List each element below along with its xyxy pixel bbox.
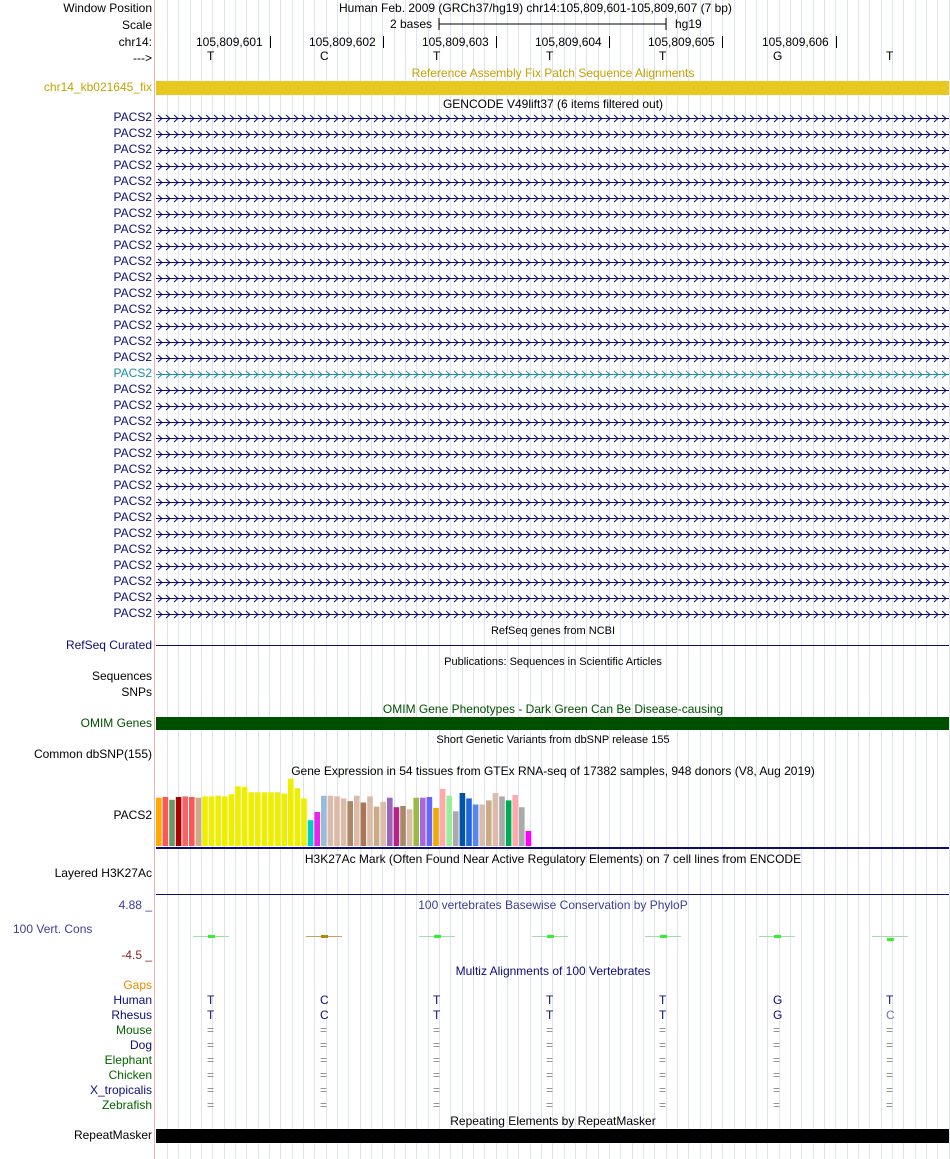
multiz-base: = — [433, 1098, 441, 1112]
gtex-bar[interactable] — [460, 793, 466, 846]
coordinate-tick-label: 105,809,606 — [762, 35, 829, 49]
multiz-base: = — [886, 1098, 894, 1112]
gtex-label[interactable]: PACS2 — [113, 808, 152, 822]
scale-label: Scale — [121, 18, 152, 32]
strand-label: ---> — [133, 51, 152, 65]
coordinate-tick-label: 105,809,603 — [422, 35, 489, 49]
gtex-bar[interactable] — [255, 792, 261, 846]
multiz-species-label[interactable]: Zebrafish — [101, 1098, 152, 1112]
gtex-bar[interactable] — [479, 805, 485, 847]
gencode-gene-feature[interactable] — [156, 578, 949, 587]
chrom-label: chr14: — [118, 35, 152, 49]
fix-patch-bar[interactable] — [156, 81, 949, 95]
label-separator-line — [154, 0, 155, 1159]
gtex-bar[interactable] — [334, 796, 340, 846]
gtex-bar[interactable] — [374, 807, 380, 846]
repeatmasker-title: Repeating Elements by RepeatMasker — [450, 1114, 656, 1128]
gencode-gene-feature[interactable] — [156, 242, 949, 251]
gencode-gene-feature[interactable] — [156, 418, 949, 427]
coordinate-tick-label: 105,809,604 — [535, 35, 602, 49]
gencode-gene-feature[interactable] — [156, 370, 949, 379]
multiz-base: T — [659, 1008, 667, 1022]
gtex-bar[interactable] — [308, 820, 314, 846]
gencode-gene-label[interactable]: PACS2 — [113, 494, 152, 508]
phylop-label[interactable]: 100 Vert. Cons — [13, 922, 93, 936]
gtex-bar[interactable] — [519, 807, 525, 846]
gencode-gene-label[interactable]: PACS2 — [113, 478, 152, 492]
gencode-gene-feature[interactable] — [156, 594, 949, 603]
gencode-gene-label[interactable]: PACS2 — [113, 110, 152, 124]
gencode-gene-label[interactable]: PACS2 — [113, 254, 152, 268]
gencode-gene-label[interactable]: PACS2 — [113, 286, 152, 300]
gencode-gene-feature[interactable] — [156, 434, 949, 443]
multiz-base: = — [433, 1083, 441, 1097]
multiz-base: = — [886, 1023, 894, 1037]
multiz-title: Multiz Alignments of 100 Vertebrates — [455, 964, 651, 978]
gtex-bar[interactable] — [328, 796, 334, 846]
phylop-score-mark[interactable] — [774, 935, 781, 938]
gencode-gene-label[interactable]: PACS2 — [113, 510, 152, 524]
repeatmasker-label[interactable]: RepeatMasker — [73, 1128, 152, 1142]
gtex-bar[interactable] — [407, 809, 413, 846]
gtex-bar[interactable] — [473, 805, 479, 847]
gtex-bar[interactable] — [163, 797, 169, 846]
multiz-base: = — [320, 1023, 328, 1037]
multiz-species-label[interactable]: Chicken — [108, 1068, 152, 1082]
multiz-base: T — [886, 993, 894, 1007]
multiz-base: = — [546, 1083, 554, 1097]
phylop-max-label: 4.88 _ — [118, 898, 152, 912]
gtex-bar[interactable] — [453, 811, 459, 846]
gencode-gene-label[interactable]: PACS2 — [113, 350, 152, 364]
multiz-base: = — [773, 1098, 781, 1112]
gtex-bar[interactable] — [209, 796, 215, 846]
multiz-species-label[interactable]: Dog — [129, 1038, 152, 1052]
gencode-gene-label[interactable]: PACS2 — [113, 590, 152, 604]
multiz-base: = — [659, 1068, 667, 1082]
gencode-gene-feature[interactable] — [156, 162, 949, 171]
gencode-gene-label[interactable]: PACS2 — [113, 414, 152, 428]
gtex-bar[interactable] — [446, 796, 452, 846]
gencode-gene-label[interactable]: PACS2 — [113, 382, 152, 396]
coordinate-tick — [383, 36, 384, 48]
gtex-bar[interactable] — [499, 796, 505, 846]
multiz-base: = — [773, 1038, 781, 1052]
gtex-chart[interactable] — [156, 778, 536, 848]
gencode-gene-feature[interactable] — [156, 322, 949, 331]
gencode-gene-feature[interactable] — [156, 146, 949, 155]
gencode-gene-label[interactable]: PACS2 — [113, 222, 152, 236]
phylop-score-mark[interactable] — [321, 935, 328, 938]
coordinate-tick-label: 105,809,605 — [648, 35, 715, 49]
multiz-base: = — [320, 1038, 328, 1052]
gencode-gene-feature[interactable] — [156, 546, 949, 555]
gtex-divider — [156, 847, 949, 849]
gencode-gene-label[interactable]: PACS2 — [113, 334, 152, 348]
base-letter: T — [886, 49, 894, 63]
gencode-gene-feature[interactable] — [156, 274, 949, 283]
gtex-bar[interactable] — [413, 798, 419, 846]
gtex-bar[interactable] — [380, 802, 386, 846]
multiz-base: T — [546, 993, 554, 1007]
gencode-gene-label[interactable]: PACS2 — [113, 126, 152, 140]
multiz-base: T — [433, 1008, 441, 1022]
base-letter: T — [659, 49, 667, 63]
coordinate-tick — [270, 36, 271, 48]
multiz-base: = — [546, 1098, 554, 1112]
gtex-bar[interactable] — [242, 787, 248, 846]
gtex-bar[interactable] — [394, 807, 400, 846]
phylop-score-mark[interactable] — [660, 935, 667, 938]
gtex-bar[interactable] — [215, 796, 221, 846]
multiz-base: = — [207, 1023, 215, 1037]
coordinate-tick — [836, 36, 837, 48]
gtex-bar[interactable] — [182, 796, 188, 846]
phylop-score-mark[interactable] — [434, 935, 441, 938]
gencode-gene-label[interactable]: PACS2 — [113, 462, 152, 476]
multiz-base: = — [320, 1053, 328, 1067]
base-letter: G — [773, 49, 783, 63]
multiz-base: C — [886, 1008, 895, 1022]
gtex-bar[interactable] — [387, 798, 393, 846]
gtex-bar[interactable] — [400, 806, 406, 846]
coordinate-tick — [722, 36, 723, 48]
gencode-gene-label[interactable]: PACS2 — [113, 542, 152, 556]
gencode-gene-label[interactable]: PACS2 — [113, 446, 152, 460]
gencode-gene-feature[interactable] — [156, 610, 949, 619]
gencode-gene-feature[interactable] — [156, 466, 949, 475]
gencode-gene-label[interactable]: PACS2 — [113, 158, 152, 172]
multiz-base: = — [546, 1068, 554, 1082]
phylop-score-mark[interactable] — [208, 935, 215, 938]
gtex-bar[interactable] — [314, 812, 320, 846]
gencode-gene-feature[interactable] — [156, 178, 949, 187]
multiz-base: = — [773, 1083, 781, 1097]
multiz-base: C — [320, 1008, 329, 1022]
multiz-base: T — [207, 993, 215, 1007]
base-letter: T — [433, 49, 441, 63]
gencode-gene-label[interactable]: PACS2 — [113, 366, 152, 380]
gtex-bar[interactable] — [156, 798, 162, 846]
gtex-bar[interactable] — [486, 800, 492, 846]
gtex-bar[interactable] — [347, 801, 353, 846]
gtex-bar[interactable] — [341, 798, 347, 846]
gencode-gene-feature[interactable] — [156, 562, 949, 571]
multiz-base: T — [207, 1008, 215, 1022]
gencode-gene-feature[interactable] — [156, 194, 949, 203]
gtex-bar[interactable] — [493, 793, 499, 846]
multiz-base: = — [433, 1038, 441, 1052]
gencode-gene-feature[interactable] — [156, 290, 949, 299]
multiz-base: = — [320, 1068, 328, 1082]
refseq-title: RefSeq genes from NCBI — [490, 625, 616, 637]
phylop-score-mark[interactable] — [887, 938, 894, 941]
multiz-base: C — [320, 993, 329, 1007]
gtex-bar[interactable] — [420, 798, 426, 846]
gencode-gene-label[interactable]: PACS2 — [113, 206, 152, 220]
multiz-base: = — [546, 1053, 554, 1067]
gencode-gene-feature[interactable] — [156, 402, 949, 411]
gtex-bar[interactable] — [506, 800, 512, 846]
fix-patch-title: Reference Assembly Fix Patch Sequence Alignments — [411, 66, 695, 80]
gtex-bar[interactable] — [268, 792, 274, 846]
omim-bar[interactable] — [156, 717, 949, 730]
multiz-base: = — [773, 1068, 781, 1082]
gencode-gene-feature[interactable] — [156, 114, 949, 123]
phylop-signal[interactable] — [156, 930, 949, 946]
multiz-base: = — [546, 1038, 554, 1052]
coordinate-tick-label: 105,809,602 — [309, 35, 376, 49]
dbsnp-title: Short Genetic Variants from dbSNP release 155 — [436, 734, 670, 746]
gtex-bar[interactable] — [196, 798, 202, 846]
gtex-bar[interactable] — [440, 789, 446, 846]
multiz-base: = — [433, 1023, 441, 1037]
multiz-base: = — [207, 1068, 215, 1082]
multiz-base: = — [659, 1023, 667, 1037]
multiz-base: T — [546, 1008, 554, 1022]
omim-title: OMIM Gene Phenotypes - Dark Green Can Be Disease-causing — [382, 702, 724, 716]
gencode-gene-feature[interactable] — [156, 338, 949, 347]
gencode-gene-feature[interactable] — [156, 130, 949, 139]
multiz-species-label[interactable]: Elephant — [104, 1053, 152, 1067]
gencode-title: GENCODE V49lift37 (6 items filtered out) — [442, 97, 664, 111]
base-letter: T — [546, 49, 554, 63]
omim-label[interactable]: OMIM Genes — [80, 716, 152, 730]
gtex-bar[interactable] — [222, 796, 228, 846]
scale-value: 2 bases — [390, 17, 433, 31]
gencode-gene-feature[interactable] — [156, 514, 949, 523]
gencode-gene-label[interactable]: PACS2 — [113, 270, 152, 284]
gencode-gene-label[interactable]: PACS2 — [113, 606, 152, 620]
gencode-gene-label[interactable]: PACS2 — [113, 238, 152, 252]
gtex-bar[interactable] — [176, 797, 182, 846]
gtex-bar[interactable] — [354, 796, 360, 846]
coordinate-tick — [496, 36, 497, 48]
base-letter: T — [207, 49, 215, 63]
multiz-base: T — [659, 993, 667, 1007]
multiz-base: = — [886, 1083, 894, 1097]
phylop-min-label: -4.5 _ — [121, 948, 152, 962]
gencode-gene-feature[interactable] — [156, 450, 949, 459]
dbsnp-label[interactable]: Common dbSNP(155) — [33, 747, 152, 761]
multiz-base: = — [320, 1098, 328, 1112]
gencode-gene-label[interactable]: PACS2 — [113, 398, 152, 412]
h3k27ac-title: H3K27Ac Mark (Often Found Near Active Regulatory Elements) on 7 cell lines from ENCODE — [304, 852, 802, 866]
gtex-bar[interactable] — [262, 792, 268, 846]
h3k27ac-label[interactable]: Layered H3K27Ac — [54, 866, 152, 880]
gencode-gene-label[interactable]: PACS2 — [113, 318, 152, 332]
multiz-base: = — [659, 1083, 667, 1097]
gtex-bar[interactable] — [275, 792, 281, 846]
multiz-base: G — [773, 993, 783, 1007]
multiz-base: = — [886, 1053, 894, 1067]
multiz-gaps-label[interactable]: Gaps — [123, 978, 152, 992]
base-letter: C — [320, 49, 329, 63]
gtex-bar[interactable] — [361, 803, 367, 847]
gtex-bar[interactable] — [248, 792, 254, 846]
gtex-bar[interactable] — [427, 797, 433, 846]
multiz-base: = — [207, 1083, 215, 1097]
gencode-gene-label[interactable]: PACS2 — [113, 574, 152, 588]
multiz-base: = — [886, 1068, 894, 1082]
multiz-base: = — [207, 1038, 215, 1052]
gencode-gene-label[interactable]: PACS2 — [113, 174, 152, 188]
refseq-label[interactable]: RefSeq Curated — [65, 638, 152, 652]
repeatmasker-bar[interactable] — [156, 1129, 949, 1143]
gencode-gene-feature[interactable] — [156, 210, 949, 219]
gencode-gene-feature[interactable] — [156, 498, 949, 507]
gtex-bar[interactable] — [169, 800, 175, 846]
multiz-species-label[interactable]: Human — [113, 993, 152, 1007]
scale-db: hg19 — [675, 17, 702, 31]
publications-sequences-label[interactable]: Sequences — [91, 669, 152, 683]
multiz-base: = — [207, 1053, 215, 1067]
multiz-base: = — [207, 1098, 215, 1112]
multiz-base: = — [433, 1068, 441, 1082]
multiz-base: = — [773, 1023, 781, 1037]
multiz-species-label[interactable]: X_tropicalis — [89, 1083, 152, 1097]
gencode-gene-label[interactable]: PACS2 — [113, 190, 152, 204]
phylop-score-mark[interactable] — [547, 935, 554, 938]
gencode-gene-feature[interactable] — [156, 258, 949, 267]
gtex-bar[interactable] — [321, 796, 327, 846]
gtex-bar[interactable] — [466, 798, 472, 846]
phylop-title: 100 vertebrates Basewise Conservation by PhyloP — [418, 898, 688, 912]
gencode-gene-label[interactable]: PACS2 — [113, 142, 152, 156]
multiz-base: = — [773, 1053, 781, 1067]
gtex-bar[interactable] — [189, 797, 195, 846]
multiz-species-label[interactable]: Mouse — [115, 1023, 152, 1037]
window-position-value: Human Feb. 2009 (GRCh37/hg19) chr14:105,809,601-105,809,607 (7 bp) — [339, 1, 732, 15]
gencode-gene-label[interactable]: PACS2 — [113, 430, 152, 444]
coordinate-tick — [609, 36, 610, 48]
multiz-base: G — [773, 1008, 783, 1022]
gtex-bar[interactable] — [202, 796, 208, 846]
gtex-bar[interactable] — [433, 808, 439, 846]
gtex-bar[interactable] — [295, 788, 301, 846]
gtex-bar[interactable] — [281, 794, 287, 846]
h3k27ac-divider — [156, 894, 949, 895]
gtex-bar[interactable] — [512, 795, 518, 846]
gencode-gene-label[interactable]: PACS2 — [113, 302, 152, 316]
gtex-bar[interactable] — [229, 794, 235, 846]
multiz-base: = — [320, 1083, 328, 1097]
coordinate-tick-label: 105,809,601 — [196, 35, 263, 49]
gtex-bar[interactable] — [526, 831, 532, 846]
gencode-gene-label[interactable]: PACS2 — [113, 558, 152, 572]
gtex-bar[interactable] — [288, 779, 294, 846]
gencode-gene-feature[interactable] — [156, 386, 949, 395]
gencode-gene-feature[interactable] — [156, 226, 949, 235]
gencode-gene-feature[interactable] — [156, 354, 949, 363]
gencode-gene-feature[interactable] — [156, 482, 949, 491]
multiz-base: = — [659, 1038, 667, 1052]
gtex-title: Gene Expression in 54 tissues from GTEx RNA-seq of 17382 samples, 948 donors (V8, Aug 2019) — [291, 764, 815, 778]
multiz-base: = — [546, 1023, 554, 1037]
gencode-gene-label[interactable]: PACS2 — [113, 526, 152, 540]
publications-title: Publications: Sequences in Scientific Articles — [444, 656, 662, 668]
fix-patch-label[interactable]: chr14_kb021645_fix — [43, 80, 152, 94]
multiz-base: = — [659, 1053, 667, 1067]
multiz-base: = — [433, 1053, 441, 1067]
multiz-species-label[interactable]: Rhesus — [111, 1008, 152, 1022]
gtex-bar[interactable] — [367, 796, 373, 846]
gencode-gene-feature[interactable] — [156, 306, 949, 315]
multiz-base: = — [886, 1038, 894, 1052]
scale-bar — [438, 17, 670, 31]
refseq-line[interactable] — [156, 645, 949, 646]
gtex-bar[interactable] — [235, 786, 241, 846]
window-position-label: Window Position — [63, 1, 152, 15]
multiz-base: = — [659, 1098, 667, 1112]
gencode-gene-feature[interactable] — [156, 530, 949, 539]
multiz-base: T — [433, 993, 441, 1007]
publications-snps-label[interactable]: SNPs — [121, 685, 152, 699]
gtex-bar[interactable] — [301, 798, 307, 846]
